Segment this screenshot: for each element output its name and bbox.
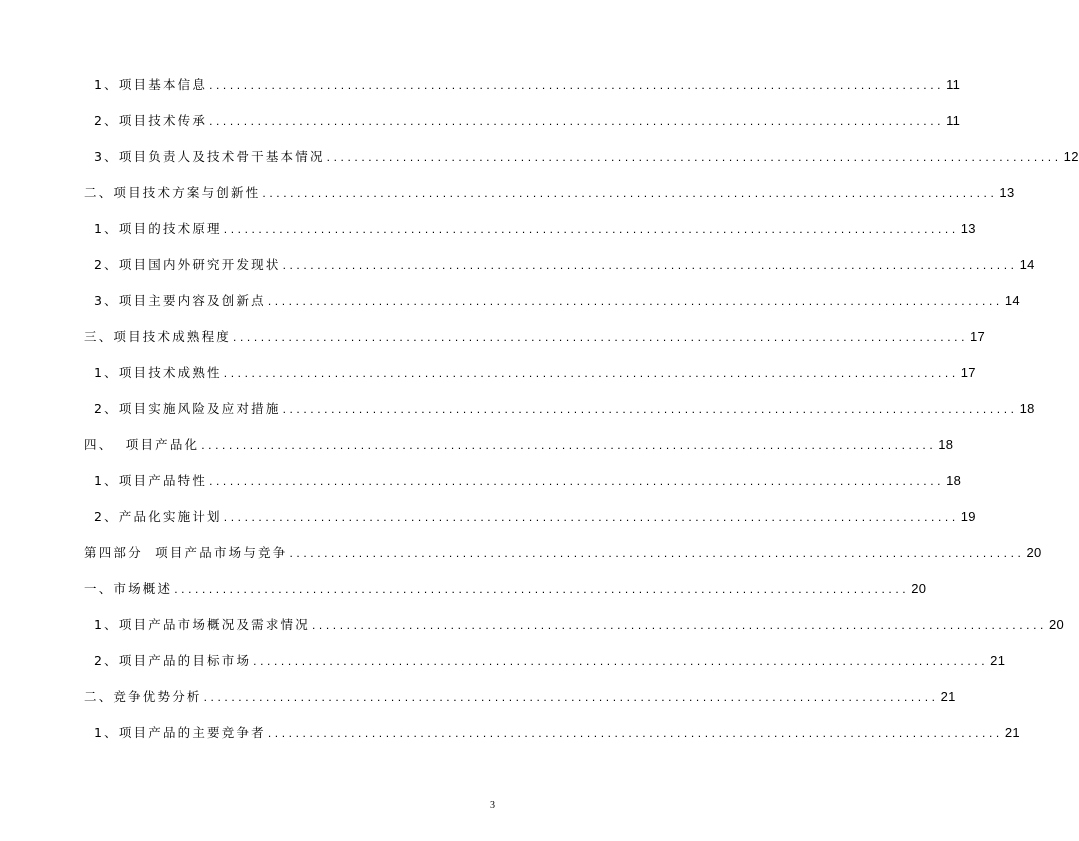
toc-entry-page: 18 — [1019, 401, 1035, 416]
toc-leader-dots: .......................................................................................................... — [223, 222, 959, 236]
toc-leader-dots: .......................................................................................................... — [262, 186, 998, 200]
toc-entry-title: 四、 项目产品化 — [84, 437, 200, 452]
toc-leader-dots: .......................................................................................................... — [267, 726, 1003, 740]
toc-leader-dots: .......................................................................................................... — [209, 114, 945, 128]
toc-entry[interactable] — [94, 364, 976, 382]
toc-entry-title: 1、项目基本信息 — [94, 77, 208, 92]
toc-entry-title: 2、项目产品的目标市场 — [94, 653, 252, 668]
toc-entry[interactable] — [94, 148, 1079, 166]
toc-entry-title: 1、项目产品市场概况及需求情况 — [94, 617, 310, 632]
toc-entry-title: 3、项目主要内容及创新点 — [94, 293, 266, 308]
toc-leader-dots: .......................................................................................................... — [203, 690, 939, 704]
toc-entry[interactable] — [84, 436, 954, 454]
toc-entry-title: 二、竞争优势分析 — [84, 689, 202, 704]
toc-entry-title: 1、项目产品的主要竞争者 — [94, 725, 266, 740]
toc-leader-dots: .......................................................................................................... — [174, 582, 910, 596]
toc-entry-title: 三、项目技术成熟程度 — [84, 329, 232, 344]
toc-entry-page: 13 — [960, 221, 976, 236]
toc-entry-page: 21 — [1004, 725, 1020, 740]
toc-entry[interactable] — [94, 400, 1035, 418]
toc-entry-title: 2、项目技术传承 — [94, 113, 208, 128]
toc-entry[interactable] — [84, 328, 986, 346]
toc-entry-page: 20 — [911, 581, 927, 596]
toc-leader-dots: .......................................................................................................... — [209, 474, 945, 488]
toc-entry-title: 二、项目技术方案与创新性 — [84, 185, 261, 200]
toc-entry[interactable] — [94, 292, 1020, 310]
toc-entry-title: 一、市场概述 — [84, 581, 173, 596]
toc-entry-page: 14 — [1019, 257, 1035, 272]
toc-entry-title: 2、项目国内外研究开发现状 — [94, 257, 281, 272]
toc-entry[interactable] — [94, 220, 976, 238]
toc-entry-page: 17 — [960, 365, 976, 380]
toc-leader-dots: .......................................................................................................... — [282, 258, 1018, 272]
toc-entry-title: 2、产品化实施计划 — [94, 509, 222, 524]
toc-leader-dots: .......................................................................................................... — [209, 78, 945, 92]
toc-entry[interactable] — [94, 112, 961, 130]
toc-entry[interactable] — [84, 688, 956, 706]
toc-entry-title: 3、项目负责人及技术骨干基本情况 — [94, 149, 325, 164]
toc-leader-dots: .......................................................................................................... — [223, 510, 959, 524]
toc-entry-page: 13 — [999, 185, 1015, 200]
toc-leader-dots: .......................................................................................................... — [201, 438, 937, 452]
toc-entry-page: 11 — [946, 113, 961, 128]
toc-leader-dots: .......................................................................................................... — [289, 546, 1025, 560]
toc-leader-dots: .......................................................................................................... — [311, 618, 1047, 632]
toc-entry-title: 1、项目技术成熟性 — [94, 365, 222, 380]
toc-entry[interactable] — [94, 76, 961, 94]
toc-entry[interactable] — [84, 544, 1042, 562]
page-number: 3 — [490, 800, 495, 811]
toc-entry[interactable] — [94, 652, 1006, 670]
toc-entry-page: 21 — [990, 653, 1006, 668]
toc-leader-dots: .......................................................................................................... — [282, 402, 1018, 416]
toc-entry-page: 18 — [946, 473, 962, 488]
toc-leader-dots: .......................................................................................................... — [223, 366, 959, 380]
toc-entry-page: 20 — [1026, 545, 1042, 560]
toc-entry[interactable] — [94, 724, 1020, 742]
toc-entry-page: 21 — [940, 689, 956, 704]
toc-leader-dots: .......................................................................................................... — [233, 330, 969, 344]
toc-entry-page: 12 — [1063, 149, 1079, 164]
toc-entry[interactable] — [84, 580, 927, 598]
toc-leader-dots: .......................................................................................................... — [326, 150, 1062, 164]
toc-entry[interactable] — [94, 256, 1035, 274]
toc-leader-dots: .......................................................................................................... — [253, 654, 989, 668]
toc-entry[interactable] — [94, 616, 1065, 634]
toc-entry-page: 18 — [938, 437, 954, 452]
toc-entry-title: 1、项目的技术原理 — [94, 221, 222, 236]
toc-entry[interactable] — [94, 472, 962, 490]
toc-entry-page: 14 — [1004, 293, 1020, 308]
toc-entry-title: 2、项目实施风险及应对措施 — [94, 401, 281, 416]
toc-entry-page: 11 — [946, 77, 961, 92]
toc-entry-title: 1、项目产品特性 — [94, 473, 208, 488]
toc-entry-page: 19 — [960, 509, 976, 524]
toc-entry-title: 第四部分 项目产品市场与竞争 — [84, 545, 288, 560]
toc-entry-page: 20 — [1048, 617, 1065, 632]
toc-entry[interactable] — [84, 184, 1015, 202]
toc-entry-page: 17 — [970, 329, 986, 344]
toc-leader-dots: .......................................................................................................... — [267, 294, 1003, 308]
toc-entry[interactable] — [94, 508, 976, 526]
